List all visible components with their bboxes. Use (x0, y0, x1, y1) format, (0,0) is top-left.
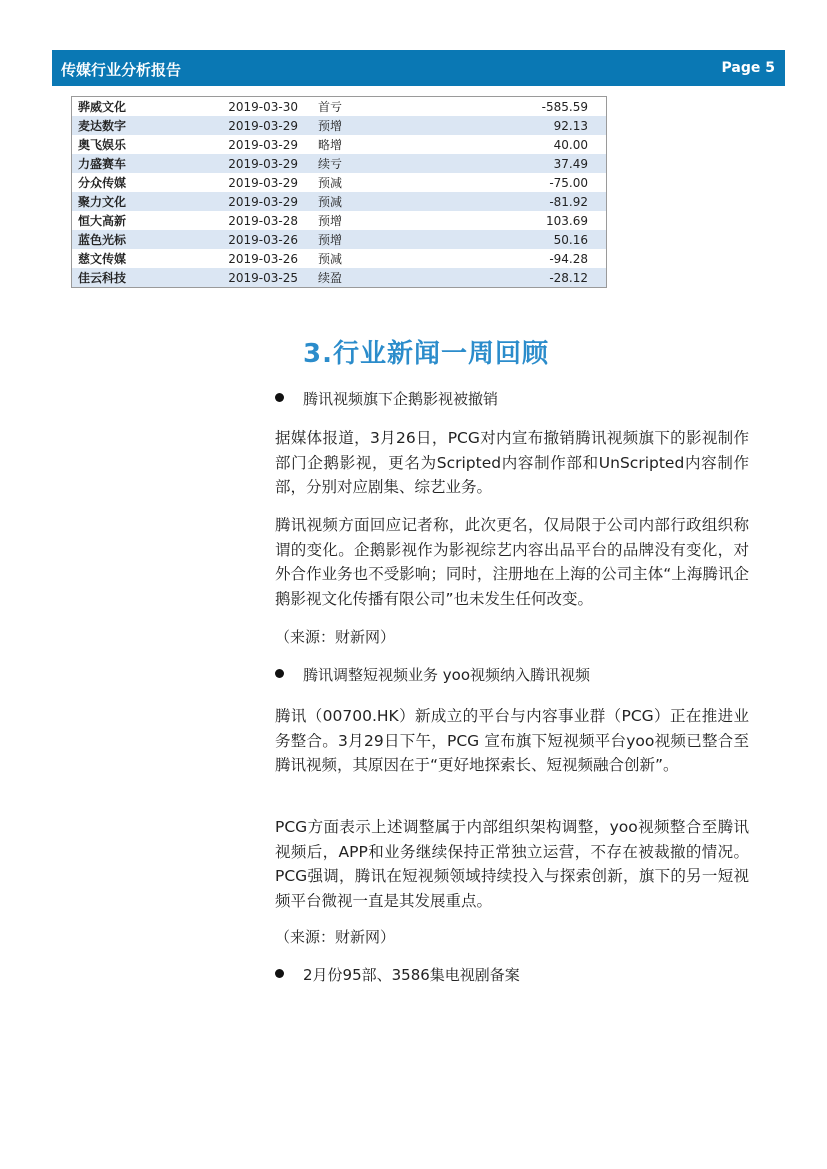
table-row (72, 173, 607, 192)
company-name-cell: 聚力文化 (72, 192, 213, 211)
change-value-cell: -75.00 (424, 173, 607, 192)
section-title: 3.行业新闻一周回顾 (303, 339, 549, 369)
table-row (72, 154, 607, 173)
news-headline: 腾讯视频旗下企鹅影视被撤销 (303, 390, 499, 408)
forecast-type-cell: 预增 (318, 214, 343, 228)
report-header (52, 50, 785, 86)
forecast-type-cell: 略增 (318, 138, 343, 152)
company-name-cell: 力盛赛车 (72, 154, 213, 173)
news-headline: 腾讯调整短视频业务 yoo视频纳入腾讯视频 (303, 666, 591, 684)
table-row (72, 268, 607, 288)
table-row (72, 135, 607, 154)
date-cell: 2019-03-29 (228, 137, 298, 152)
forecast-type-cell: 续盈 (304, 268, 424, 288)
company-name-cell: 恒大高新 (78, 214, 127, 228)
date-cell: 2019-03-29 (212, 154, 304, 173)
news-paragraph: PCG方面表示上述调整属于内部组织架构调整，yoo视频整合至腾讯视频后，APP和业务继续保持正常独立运营，不存在被裁撤的情况。PCG强调，腾讯在短视频领域持续投入与探索创新，旗下的另一短视频平台微视一直是其发展重点。 (275, 818, 749, 910)
date-cell: 2019-03-29 (212, 116, 304, 135)
news-source: （来源：财新网） (275, 928, 396, 946)
table-row (72, 249, 607, 268)
date-cell: 2019-03-30 (228, 99, 298, 114)
table-row (72, 230, 607, 249)
news-source: （来源：财新网） (275, 628, 396, 646)
table-row (72, 192, 607, 211)
news-paragraph: 腾讯视频方面回应记者称，此次更名，仅局限于公司内部行政组织称谓的变化。企鹅影视作为影视综艺内容出品平台的品牌没有变化，对外合作业务也不受影响；同时，注册地在上海的公司主体“上海腾讯企鹅影视文化传播有限公司”也未发生任何改变。 (275, 516, 749, 608)
date-cell: 2019-03-29 (228, 175, 298, 190)
forecast-type-cell: 预减 (318, 252, 343, 266)
table-row (72, 116, 607, 135)
table-row (72, 97, 607, 117)
company-name-cell: 奥飞娱乐 (78, 138, 127, 152)
change-value-cell: 40.00 (424, 135, 607, 154)
bullet-dot-icon (275, 669, 284, 678)
date-cell: 2019-03-26 (212, 230, 304, 249)
table-row (72, 211, 607, 230)
earnings-forecast-table (71, 96, 607, 288)
date-cell: 2019-03-29 (212, 192, 304, 211)
change-value-cell: 103.69 (424, 211, 607, 230)
company-name-cell: 分众传媒 (78, 176, 127, 190)
company-name-cell: 慈文传媒 (78, 252, 127, 266)
date-cell: 2019-03-26 (228, 251, 298, 266)
forecast-type-cell: 预增 (304, 230, 424, 249)
change-value-cell: 37.49 (424, 154, 607, 173)
page-number: Page 5 (721, 60, 775, 76)
change-value-cell: 50.16 (424, 230, 607, 249)
company-name-cell: 蓝色光标 (72, 230, 213, 249)
bullet-dot-icon (275, 393, 284, 402)
forecast-type-cell: 首亏 (318, 100, 343, 114)
news-paragraph: 据媒体报道，3月26日，PCG对内宣布撤销腾讯视频旗下的影视制作部门企鹅影视，更名为Scripted内容制作部和UnScripted内容制作部，分别对应剧集、综艺业务。 (275, 429, 749, 496)
change-value-cell: -585.59 (424, 97, 607, 117)
forecast-type-cell: 预增 (304, 116, 424, 135)
forecast-type-cell: 预减 (304, 192, 424, 211)
change-value-cell: -94.28 (424, 249, 607, 268)
news-paragraph: 腾讯（00700.HK）新成立的平台与内容事业群（PCG）正在推进业务整合。3月29日下午，PCG 宣布旗下短视频平台yoo视频已整合至腾讯视频，其原因在于“更好地探索长、短视频融合创新”。 (275, 707, 749, 774)
date-cell: 2019-03-28 (228, 213, 298, 228)
forecast-type-cell: 预减 (318, 176, 343, 190)
change-value-cell: -28.12 (424, 268, 607, 288)
company-name-cell: 佳云科技 (72, 268, 213, 288)
change-value-cell: 92.13 (424, 116, 607, 135)
report-title: 传媒行业分析报告 (61, 61, 182, 79)
bullet-dot-icon (275, 969, 284, 978)
forecast-type-cell: 续亏 (304, 154, 424, 173)
company-name-cell: 麦达数字 (72, 116, 213, 135)
company-name-cell: 骅威文化 (78, 100, 127, 114)
change-value-cell: -81.92 (424, 192, 607, 211)
date-cell: 2019-03-25 (212, 268, 304, 288)
news-headline: 2月份95部、3586集电视剧备案 (303, 966, 520, 984)
